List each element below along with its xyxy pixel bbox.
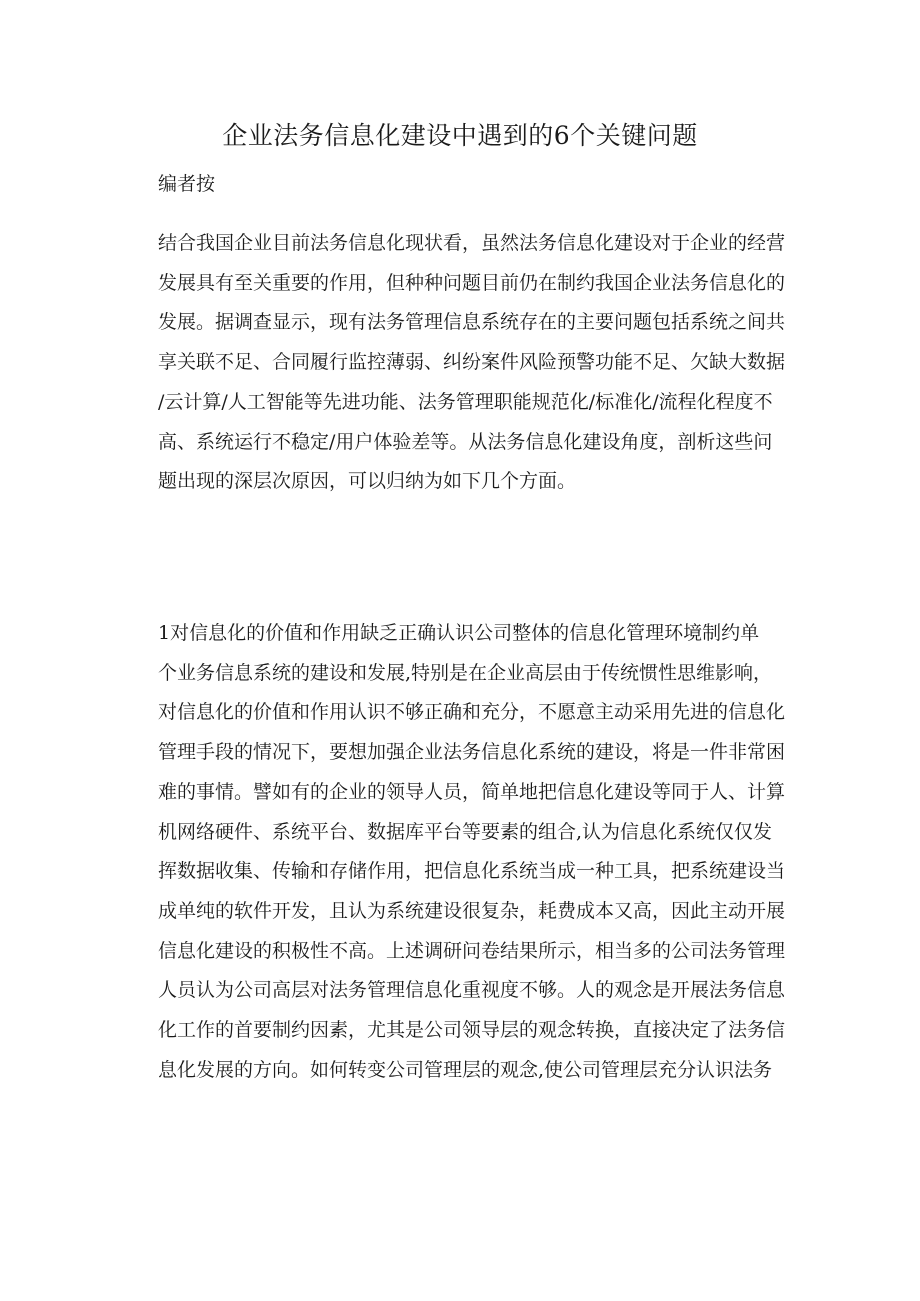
- intro-paragraph: [158, 224, 786, 502]
- section-1-line: 机网络硬件、系统平台、数据库平台等要素的组合,认为信息化系统仅仅发: [158, 820, 773, 843]
- section-1-line: 个业务信息系统的建设和发展,特别是在企业高层由于传统惯性思维影响，: [158, 661, 773, 684]
- intro-line: 结合我国企业目前法务信息化现状看，虽然法务信息化建设对于企业的经营: [158, 232, 786, 254]
- section-1-line: 息化发展的方向。如何转变公司管理层的观念,使公司管理层充分认识法务: [158, 1058, 773, 1081]
- intro-line: 题出现的深层次原因，可以归纳为如下几个方面。: [158, 470, 577, 493]
- section-1-line: 人员认为公司高层对法务管理信息化重视度不够。人的观念是开展法务信息: [158, 979, 786, 1002]
- section-1-line: 化工作的首要制约因素，尤其是公司领导层的观念转换，直接决定了法务信: [158, 1019, 786, 1042]
- intro-line: /云计算/人工智能等先进功能、法务管理职能规范化/标准化/流程化程度不: [158, 390, 773, 413]
- intro-line: 发展具有至关重要的作用，但种种问题目前仍在制约我国企业法务信息化的: [158, 271, 786, 294]
- intro-line: 享关联不足、合同履行监控薄弱、纠纷案件风险预警功能不足、欠缺大数据: [158, 351, 786, 374]
- editor-note-label: 编者按: [158, 173, 216, 195]
- section-1-line: 挥数据收集、传输和存储作用，把信息化系统当成一种工具，把系统建设当: [158, 860, 786, 883]
- intro-line: 高、系统运行不稳定/用户体验差等。从法务信息化建设角度，剖析这些问: [158, 430, 773, 453]
- document-title: 企业法务信息化建设中遇到的6个关键问题: [222, 121, 698, 150]
- intro-line: 发展。据调查显示，现有法务管理信息系统存在的主要问题包括系统之间共: [158, 311, 786, 334]
- section-1-line: 难的事情。譬如有的企业的领导人员，简单地把信息化建设等同于人、计算: [158, 780, 786, 803]
- section-1-line: 信息化建设的积极性不高。上述调研问卷结果所示，相当多的公司法务管理: [158, 939, 786, 962]
- section-1-line: 成单纯的软件开发，且认为系统建设很复杂，耗费成本又高，因此主动开展: [158, 899, 786, 922]
- section-1-line: 对信息化的价值和作用认识不够正确和充分，不愿意主动采用先进的信息化: [158, 701, 786, 724]
- section-1-paragraph: [158, 614, 786, 1090]
- section-1-line: 1对信息化的价值和作用缺乏正确认识公司整体的信息化管理环境制约单: [158, 622, 760, 644]
- section-1-line: 管理手段的情况下，要想加强企业法务信息化系统的建设，将是一件非常困: [158, 741, 786, 764]
